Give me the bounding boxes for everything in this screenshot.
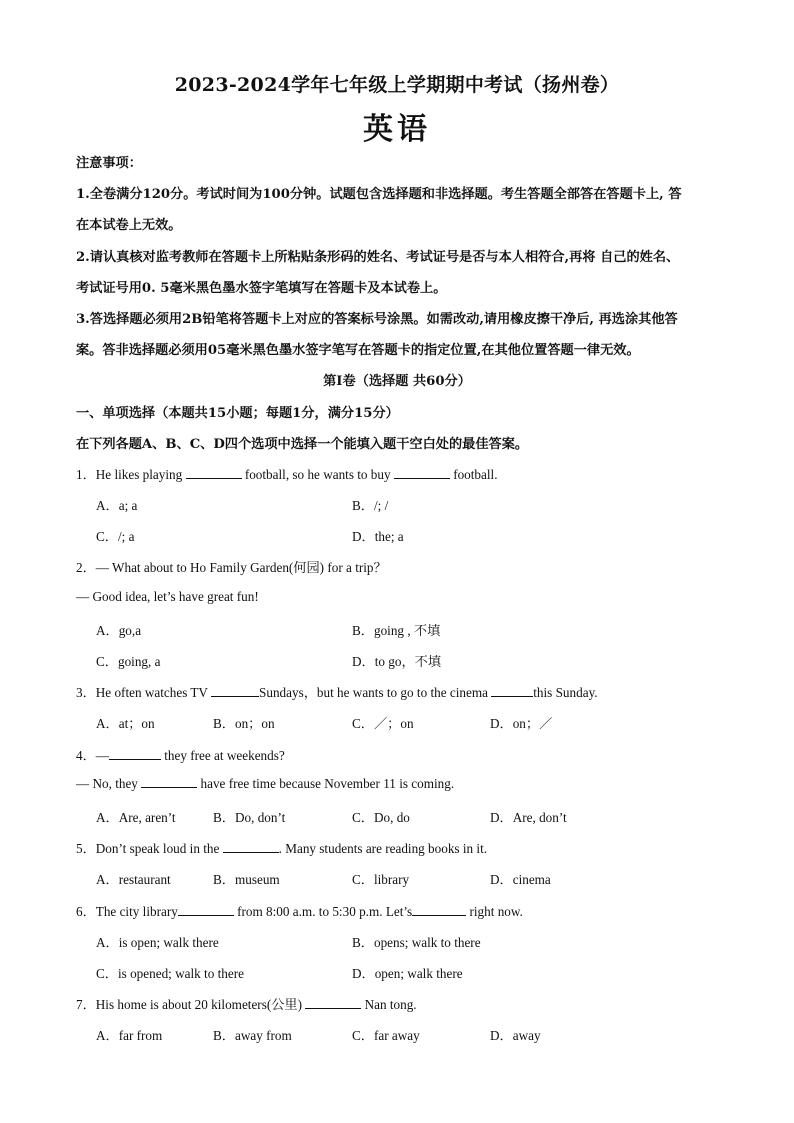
q2-option-c: C．going, a [96,654,161,669]
question-6 [76,901,523,920]
answer-blank [109,748,161,760]
q6-option-b: B．opens; walk to there [352,935,481,950]
q4-option-d: D．Are, don’t [490,810,567,825]
q6-option-a: A．is open; walk there [96,935,219,950]
q7-option-d: D．away [490,1028,541,1043]
q2-option-b: B．going , 不填 [352,623,441,638]
q6-option-d: D．open; walk there [352,966,463,981]
q3-option-b: B．on；on [213,716,275,731]
q4-text-c: — No, they [76,776,142,791]
q5-text-a: 5．Don’t speak loud in the [76,841,223,856]
q4-text-b: they free at weekends? [160,748,285,763]
question-2-line-1: 2．— What about to Ho Family Garden(何园) for a trip？ [76,560,387,575]
question-1 [76,464,498,483]
answer-blank [305,997,361,1009]
note-3-line-a: 3.答选择题必须用2B铅笔将答题卡上对应的答案标号涂黑。如需改动,请用橡皮擦干净后, 再选涂其他答 [76,312,678,327]
q4-text-d: have free time because November 11 is coming. [197,776,455,791]
q4-option-c: C．Do, do [352,810,410,825]
q5-option-d: D．cinema [490,872,551,887]
q6-text-b: from 8:00 a.m. to 5:30 p.m. Let’s [233,904,413,919]
question-2-line-2: — Good idea, let’s have great fun! [76,589,259,604]
q3-text-c: this Sunday. [533,685,598,700]
note-2-line-b: 考试证号用0. 5毫米黑色墨水签字笔填写在答题卡及本试卷上。 [76,281,447,296]
exam-title: 2023-2024学年七年级上学期期中考试（扬州卷） [174,74,620,96]
q3-text-a: 3．He often watches TV [76,685,212,700]
q6-text-c: right now. [466,904,523,919]
answer-blank [223,841,279,853]
q3-option-a: A．at；on [96,716,155,731]
q4-text-a: 4．— [76,748,109,763]
q1-option-d: D．the; a [352,529,404,544]
answer-blank [412,904,466,916]
note-2-line-a: 2.请认真核对监考教师在答题卡上所粘贴条形码的姓名、考试证号是否与本人相符合,再将 自己的姓名、 [76,250,680,265]
q7-text-a: 7．His home is about 20 kilometers(公里) [76,997,306,1012]
q5-option-b: B．museum [213,872,280,887]
q2-option-a: A．go,a [96,623,142,638]
q1-text-a: 1．He likes playing [76,467,186,482]
q6-option-c: C．is opened; walk to there [96,966,244,981]
answer-blank [491,685,533,697]
section-heading: 一、单项选择（本题共15小题；每题1分，满分15分） [76,406,399,421]
answer-blank [186,467,242,479]
q7-option-a: A．far from [96,1028,163,1043]
notes-heading: 注意事项： [76,156,142,171]
section-instruction: 在下列各题A、B、C、D四个选项中选择一个能填入题干空白处的最佳答案。 [76,437,529,452]
q7-text-b: Nan tong. [361,997,417,1012]
answer-blank [394,467,450,479]
question-5 [76,838,487,857]
q3-option-d: D．on；／ [490,716,553,731]
answer-blank [178,904,234,916]
answer-blank [211,685,259,697]
part-title: 第I卷（选择题 共60分） [323,374,471,389]
question-4-line-1 [76,745,285,764]
q4-option-b: B．Do, don’t [213,810,286,825]
note-3-line-b: 案。答非选择题必须用05毫米黑色墨水签字笔写在答题卡的指定位置,在其他位置答题一律无效。 [76,343,640,358]
q5-option-a: A．restaurant [96,872,171,887]
q4-option-a: A．Are, aren’t [96,810,176,825]
q3-text-b: Sundays，but he wants to go to the cinema [259,685,492,700]
q7-option-c: C．far away [352,1028,420,1043]
q1-option-c: C．/; a [96,529,135,544]
note-1-line-a: 1.全卷满分120分。考试时间为100分钟。试题包含选择题和非选择题。考生答题全部答在答题卡上, 答 [76,187,682,202]
q3-option-c: C．／；on [352,716,414,731]
q1-text-b: football, so he wants to buy [241,467,394,482]
question-4-line-2 [76,776,454,792]
q5-text-b: . Many students are reading books in it. [278,841,488,856]
q1-option-b: B．/; / [352,498,389,513]
q5-option-c: C．library [352,872,410,887]
q7-option-b: B．away from [213,1028,292,1043]
q1-text-c: football. [449,467,498,482]
note-1-line-b: 在本试卷上无效。 [76,218,182,233]
q6-text-a: 6．The city library [76,904,178,919]
question-7 [76,994,417,1013]
subject-title: 英语 [363,112,431,147]
q1-option-a: A．a; a [96,498,138,513]
q2-option-d: D．to go，不填 [352,654,442,669]
answer-blank [141,776,197,788]
question-3 [76,682,598,701]
